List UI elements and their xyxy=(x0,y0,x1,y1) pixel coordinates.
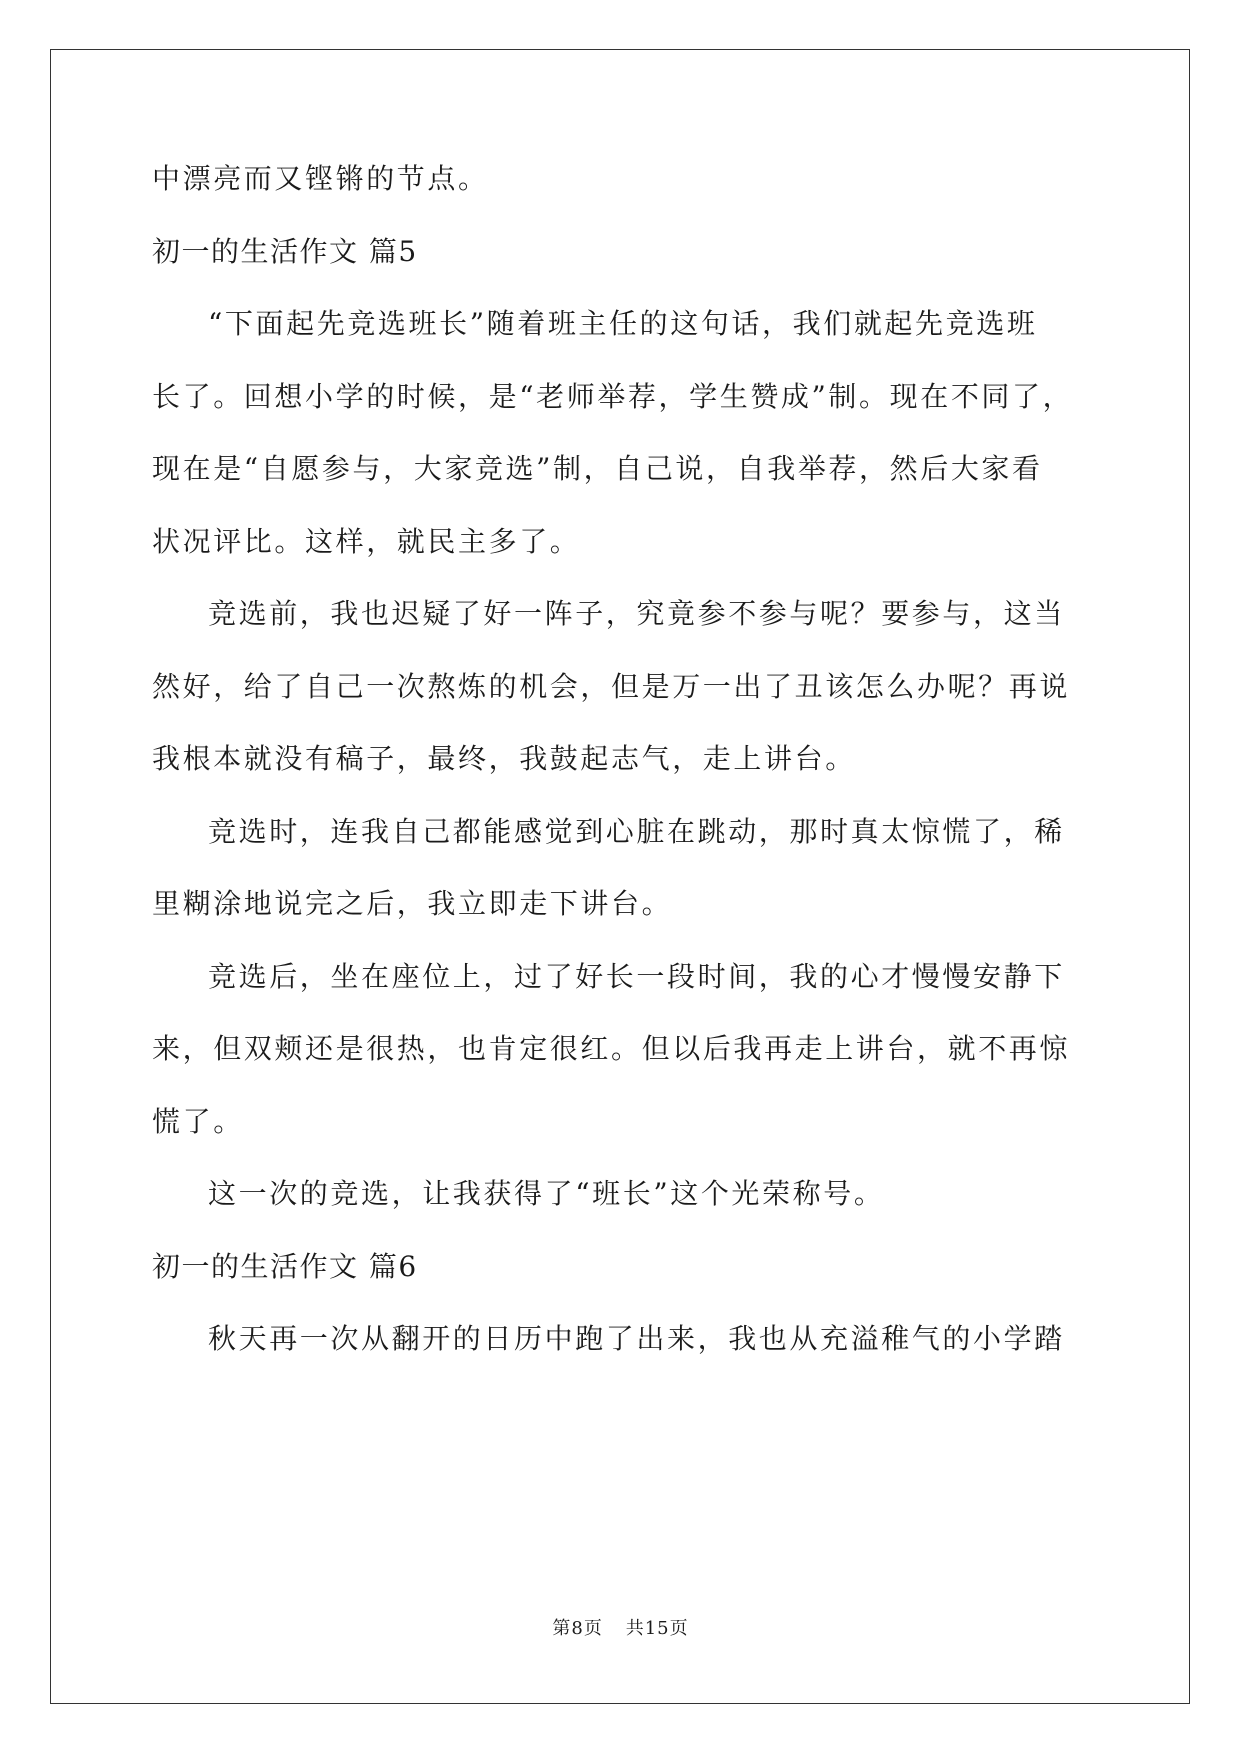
text-line: 现在是“自愿参与，大家竞选”制，自己说，自我举荐，然后大家看 xyxy=(152,452,1043,485)
current-page-label: 第8页 xyxy=(552,1618,603,1639)
text-line: 我根本就没有稿子，最终，我鼓起志气，走上讲台。 xyxy=(152,742,856,775)
text-line: 里糊涂地说完之后，我立即走下讲台。 xyxy=(152,887,673,920)
page-footer xyxy=(0,1618,1241,1640)
text-line: 竞选后，坐在座位上，过了好长一段时间，我的心才慢慢安静下 xyxy=(208,959,1065,993)
section-heading: 初一的生活作文 篇6 xyxy=(152,1249,418,1283)
text-line: 中漂亮而又铿锵的节点。 xyxy=(152,162,489,195)
text-line: 然好，给了自己一次熬炼的机会，但是万一出了丑该怎么办呢？再说 xyxy=(152,669,1071,703)
text-line: 来，但双颊还是很热，也肯定很红。但以后我再走上讲台，就不再惊 xyxy=(152,1032,1071,1065)
total-pages-label: 共15页 xyxy=(625,1618,689,1639)
text-line: 秋天再一次从翻开的日历中跑了出来，我也从充溢稚气的小学踏 xyxy=(208,1322,1065,1355)
text-line: 状况评比。这样，就民主多了。 xyxy=(152,524,581,558)
section-heading: 初一的生活作文 篇5 xyxy=(152,234,418,268)
text-line: 这一次的竞选，让我获得了“班长”这个光荣称号。 xyxy=(208,1177,885,1210)
text-line: 竞选时，连我自己都能感觉到心脏在跳动，那时真太惊慌了，稀 xyxy=(208,814,1065,848)
text-line: “下面起先竞选班长”随着班主任的这句话，我们就起先竞选班 xyxy=(208,307,1038,340)
text-line: 竞选前，我也迟疑了好一阵子，究竟参不参与呢？要参与，这当 xyxy=(208,597,1065,630)
text-line: 长了。回想小学的时候，是“老师举荐，学生赞成”制。现在不同了， xyxy=(152,379,1074,413)
text-line: 慌了。 xyxy=(152,1104,244,1138)
page-border xyxy=(50,49,1190,1704)
